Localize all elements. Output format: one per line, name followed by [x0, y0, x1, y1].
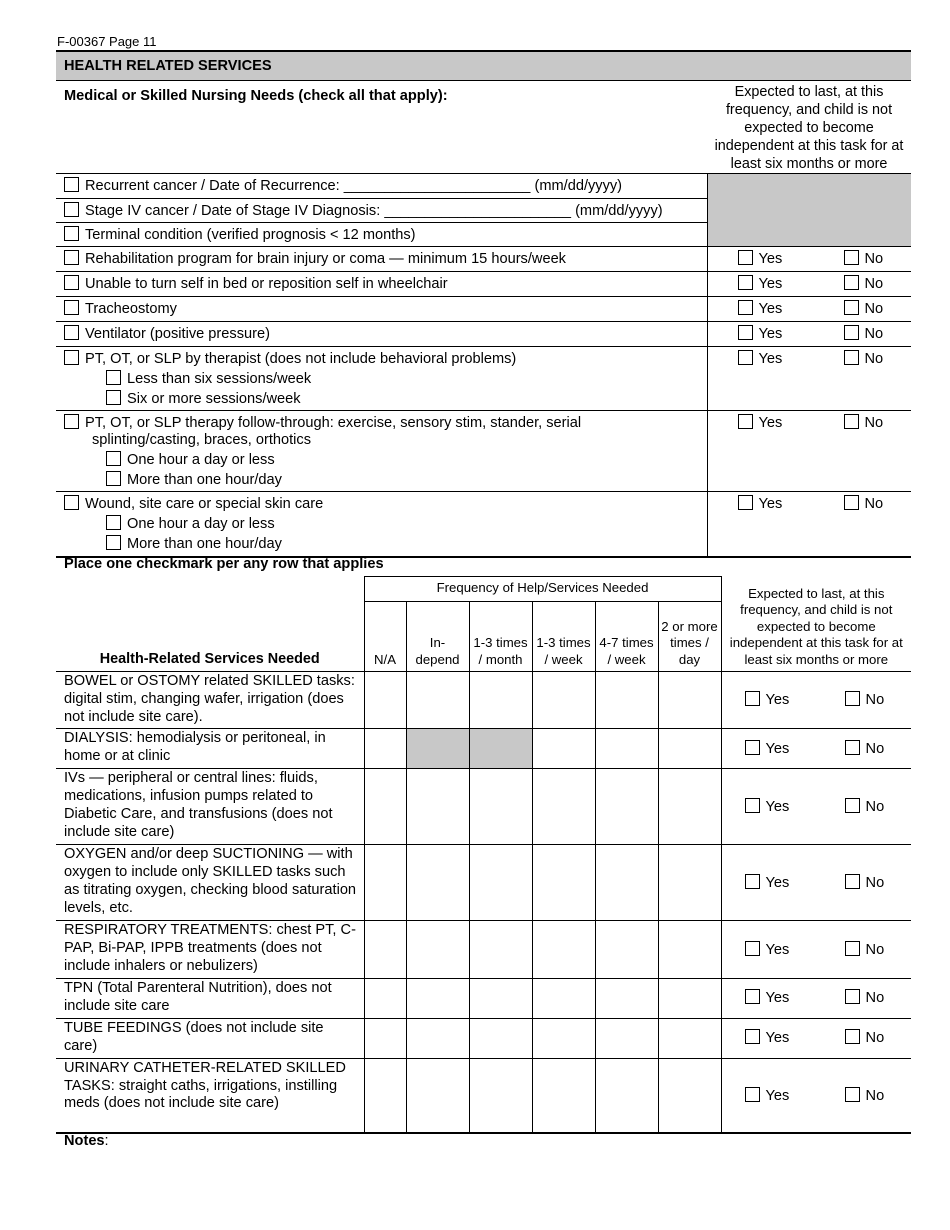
yes-checkbox[interactable] — [745, 691, 760, 706]
checkbox[interactable] — [64, 250, 79, 265]
service-label: IVs — peripheral or central lines: fluids, medications, infusion pumps related to Diabetic Care, and transfusions (does not include site care) — [56, 769, 364, 845]
table-row — [56, 845, 911, 921]
yes-checkbox[interactable] — [738, 414, 753, 429]
no-checkbox[interactable] — [844, 275, 859, 290]
no-checkbox[interactable] — [845, 874, 860, 889]
services-header: Health-Related Services Needed — [99, 651, 320, 667]
no-checkbox[interactable] — [845, 989, 860, 1004]
frequency-cell[interactable] — [658, 1018, 721, 1058]
frequency-cell[interactable] — [469, 1018, 532, 1058]
no-checkbox[interactable] — [844, 414, 859, 429]
yes-no: Yes No — [721, 845, 911, 921]
frequency-cell[interactable] — [406, 1058, 469, 1133]
checkbox[interactable] — [106, 390, 121, 405]
checkbox[interactable] — [106, 370, 121, 385]
service-label: URINARY CATHETER-RELATED SKILLED TASKS: straight caths, irrigations, instilling meds (does not include site care) — [56, 1058, 364, 1133]
yes-no: Yes No — [707, 411, 911, 492]
item-tracheostomy: Tracheostomy — [56, 297, 707, 322]
item-wound-care: Wound, site care or special skin care One hour a day or less More than one hour/day — [56, 492, 707, 557]
yes-checkbox[interactable] — [745, 941, 760, 956]
section-subtitle: Medical or Skilled Nursing Needs (check all that apply): — [64, 88, 448, 104]
frequency-cell[interactable] — [364, 672, 406, 729]
yes-checkbox[interactable] — [745, 874, 760, 889]
no-checkbox[interactable] — [845, 1087, 860, 1102]
yes-no: Yes No — [707, 297, 911, 322]
frequency-cell[interactable] — [658, 729, 721, 769]
frequency-cell[interactable] — [364, 769, 406, 845]
yes-checkbox[interactable] — [745, 989, 760, 1004]
checkbox[interactable] — [64, 495, 79, 510]
checkbox[interactable] — [64, 202, 79, 217]
checkbox[interactable] — [106, 535, 121, 550]
yes-no: Yes No — [707, 322, 911, 347]
frequency-cell[interactable] — [364, 921, 406, 978]
checkbox[interactable] — [64, 414, 79, 429]
frequency-cell[interactable] — [532, 1018, 595, 1058]
yes-checkbox[interactable] — [738, 300, 753, 315]
frequency-column-header: 1-3 times / month — [469, 602, 532, 672]
frequency-cell[interactable] — [364, 845, 406, 921]
yes-no: Yes No — [707, 347, 911, 411]
item-pt-ot-slp-follow-through: PT, OT, or SLP therapy follow-through: exercise, sensory stim, stander, serial splinting/casting, braces, orthotics One hour a day or less More than one hour/day — [56, 411, 707, 492]
item-stage4-cancer: Stage IV cancer / Date of Stage IV Diagnosis: _______________________ (mm/dd/yyyy) — [56, 199, 707, 223]
item-recurrent-cancer: Recurrent cancer / Date of Recurrence: _______________________ (mm/dd/yyyy) — [56, 174, 707, 199]
frequency-cell[interactable] — [469, 1058, 532, 1133]
frequency-cell[interactable] — [532, 978, 595, 1018]
frequency-cell[interactable] — [406, 1018, 469, 1058]
notes-label: Notes: — [64, 1133, 109, 1149]
frequency-cell[interactable] — [469, 769, 532, 845]
no-checkbox[interactable] — [845, 1029, 860, 1044]
frequency-cell[interactable] — [595, 729, 658, 769]
table-row — [56, 1018, 911, 1058]
yes-no: Yes No — [721, 769, 911, 845]
checkbox[interactable] — [106, 471, 121, 486]
frequency-column-header: 1-3 times / week — [532, 602, 595, 672]
yes-checkbox[interactable] — [738, 325, 753, 340]
item-pt-ot-slp-therapist: PT, OT, or SLP by therapist (does not include behavioral problems) Less than six sessions/week Six or more sessions/week — [56, 347, 707, 411]
item-rehabilitation: Rehabilitation program for brain injury or coma — minimum 15 hours/week — [56, 247, 707, 272]
frequency-cell[interactable] — [658, 845, 721, 921]
yes-checkbox[interactable] — [738, 275, 753, 290]
item-ventilator: Ventilator (positive pressure) — [56, 322, 707, 347]
service-label: BOWEL or OSTOMY related SKILLED tasks: digital stim, changing wafer, irrigation (does not include site care). — [56, 672, 364, 729]
yes-no: Yes No — [721, 921, 911, 978]
yes-no: Yes No — [721, 1058, 911, 1133]
yes-checkbox[interactable] — [738, 350, 753, 365]
yes-no: Yes No — [721, 729, 911, 769]
no-checkbox[interactable] — [844, 350, 859, 365]
no-checkbox[interactable] — [845, 691, 860, 706]
frequency-cell[interactable] — [532, 672, 595, 729]
yes-checkbox[interactable] — [745, 740, 760, 755]
checkbox[interactable] — [106, 515, 121, 530]
frequency-cell[interactable] — [364, 1058, 406, 1133]
service-label: DIALYSIS: hemodialysis or peritoneal, in home or at clinic — [56, 729, 364, 769]
shaded-cell — [469, 729, 532, 769]
frequency-cell[interactable] — [532, 769, 595, 845]
table-row — [56, 672, 911, 729]
no-checkbox[interactable] — [844, 325, 859, 340]
checkbox[interactable] — [64, 275, 79, 290]
yes-no: Yes No — [721, 1018, 911, 1058]
frequency-cell[interactable] — [532, 1058, 595, 1133]
yes-no: Yes No — [721, 672, 911, 729]
frequency-cell[interactable] — [658, 978, 721, 1018]
frequency-cell[interactable] — [406, 921, 469, 978]
frequency-cell[interactable] — [595, 978, 658, 1018]
section-title: HEALTH RELATED SERVICES — [56, 51, 911, 81]
no-checkbox[interactable] — [844, 300, 859, 315]
checkbox[interactable] — [64, 177, 79, 192]
checkbox[interactable] — [64, 325, 79, 340]
yes-checkbox[interactable] — [745, 1087, 760, 1102]
grid-instruction: Place one checkmark per any row that applies — [64, 556, 384, 572]
service-label: OXYGEN and/or deep SUCTIONING — with oxygen to include only SKILLED tasks such as titrating oxygen, checking blood saturation levels, etc. — [56, 845, 364, 921]
frequency-cell[interactable] — [658, 769, 721, 845]
shaded-cell — [707, 174, 911, 247]
frequency-cell[interactable] — [595, 921, 658, 978]
form-id: F-00367 Page 11 — [57, 34, 157, 49]
frequency-cell[interactable] — [595, 1018, 658, 1058]
frequency-cell[interactable] — [469, 845, 532, 921]
checkbox[interactable] — [64, 300, 79, 315]
frequency-cell[interactable] — [364, 1018, 406, 1058]
expected-header: Expected to last, at this frequency, and child is not expected to become independent at this task for at least six months or more — [729, 585, 903, 667]
checkbox[interactable] — [64, 226, 79, 241]
frequency-column-header: 2 or more times / day — [658, 602, 721, 672]
frequency-cell[interactable] — [406, 672, 469, 729]
frequency-cell[interactable] — [595, 845, 658, 921]
no-checkbox[interactable] — [845, 740, 860, 755]
yes-no: Yes No — [707, 247, 911, 272]
frequency-column-header: 4-7 times / week — [595, 602, 658, 672]
frequency-cell[interactable] — [469, 672, 532, 729]
table-row — [56, 1058, 911, 1133]
service-label: TPN (Total Parenteral Nutrition), does not include site care — [56, 978, 364, 1018]
frequency-cell[interactable] — [364, 729, 406, 769]
item-terminal-condition: Terminal condition (verified prognosis < 12 months) — [56, 223, 707, 247]
frequency-cell[interactable] — [469, 978, 532, 1018]
no-checkbox[interactable] — [845, 941, 860, 956]
yes-no: Yes No — [707, 272, 911, 297]
frequency-header: Frequency of Help/Services Needed — [364, 577, 721, 602]
no-checkbox[interactable] — [845, 798, 860, 813]
service-label: TUBE FEEDINGS (does not include site care) — [56, 1018, 364, 1058]
frequency-cell[interactable] — [658, 921, 721, 978]
frequency-cell[interactable] — [595, 769, 658, 845]
frequency-cell[interactable] — [532, 921, 595, 978]
checkbox[interactable] — [64, 350, 79, 365]
frequency-column-header: In-depend — [406, 602, 469, 672]
yes-checkbox[interactable] — [738, 495, 753, 510]
yes-checkbox[interactable] — [745, 1029, 760, 1044]
frequency-cell[interactable] — [532, 845, 595, 921]
checkbox[interactable] — [106, 451, 121, 466]
no-checkbox[interactable] — [844, 250, 859, 265]
shaded-cell — [406, 729, 469, 769]
service-label: RESPIRATORY TREATMENTS: chest PT, C-PAP, Bi-PAP, IPPB treatments (does not include inhalers or nebulizers) — [56, 921, 364, 978]
yes-checkbox[interactable] — [738, 250, 753, 265]
yes-no: Yes No — [707, 492, 911, 557]
frequency-cell[interactable] — [364, 978, 406, 1018]
frequency-cell[interactable] — [406, 978, 469, 1018]
expected-header: Expected to last, at this frequency, and child is not expected to become independent at this task for at least six months or more — [714, 84, 904, 172]
frequency-column-header: N/A — [364, 602, 406, 672]
frequency-cell[interactable] — [595, 672, 658, 729]
table-row — [56, 729, 911, 769]
frequency-cell[interactable] — [469, 921, 532, 978]
frequency-cell[interactable] — [658, 1058, 721, 1133]
yes-no: Yes No — [721, 978, 911, 1018]
yes-checkbox[interactable] — [745, 798, 760, 813]
frequency-cell[interactable] — [406, 769, 469, 845]
frequency-cell[interactable] — [532, 729, 595, 769]
table-row — [56, 978, 911, 1018]
no-checkbox[interactable] — [844, 495, 859, 510]
table-row — [56, 921, 911, 978]
frequency-cell[interactable] — [406, 845, 469, 921]
frequency-cell[interactable] — [595, 1058, 658, 1133]
medical-needs-table — [56, 50, 911, 558]
services-frequency-table — [56, 576, 911, 1134]
frequency-cell[interactable] — [658, 672, 721, 729]
item-unable-to-turn: Unable to turn self in bed or reposition self in wheelchair — [56, 272, 707, 297]
table-row — [56, 769, 911, 845]
